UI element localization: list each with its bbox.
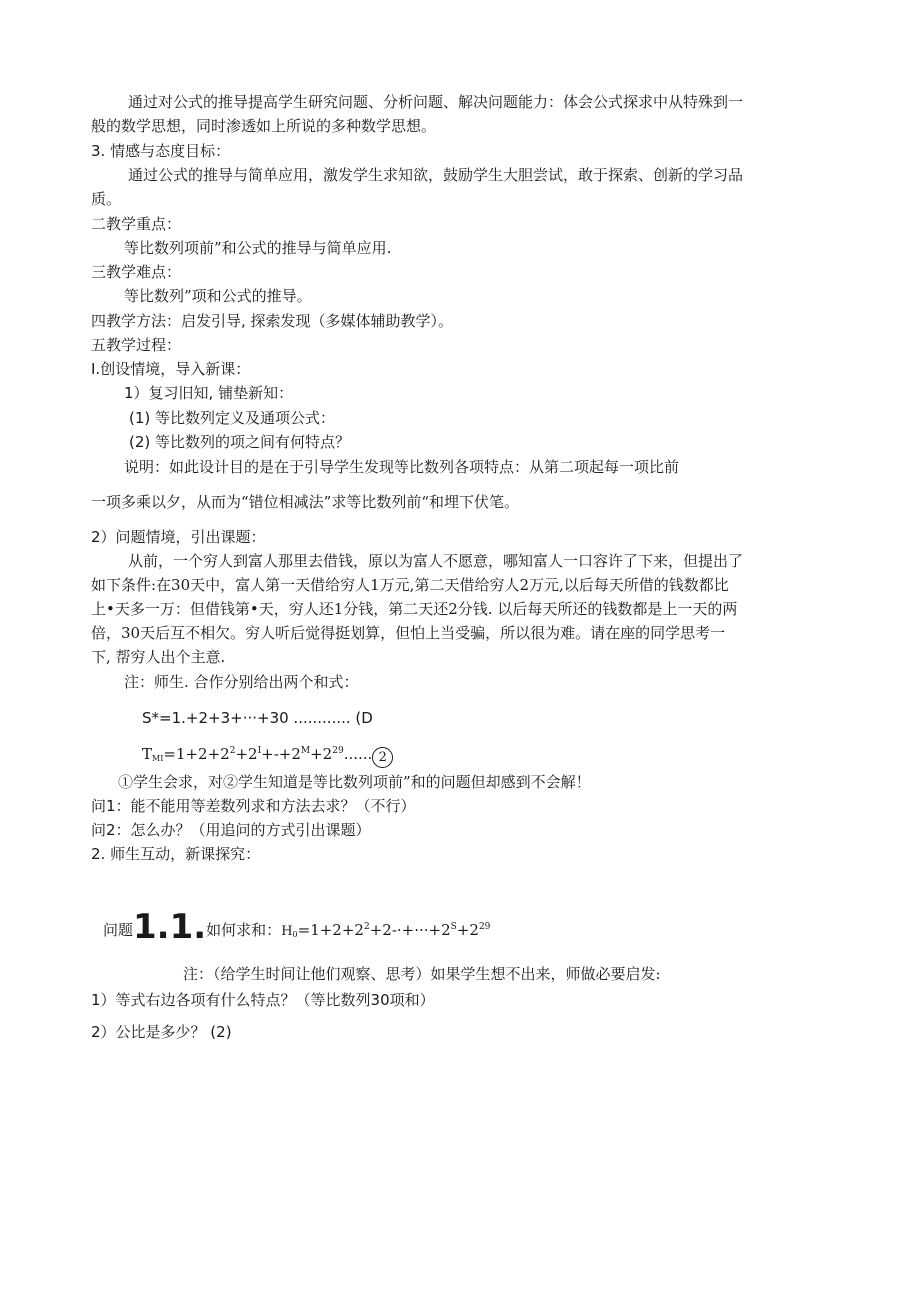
text-line: 1）复习旧知, 铺垫新知： <box>124 384 294 402</box>
problem-number: 1.1. <box>133 907 207 947</box>
text-line: (2) 等比数列的项之间有何特点？ <box>129 433 351 451</box>
section-heading: 二教学重点： <box>91 215 182 233</box>
text-line: 倍，30天后互不相欠。穷人听后觉得挺划算，但怕上当受骗，所以很为难。请在座的同学思考一 <box>91 624 726 642</box>
text-line: ①学生会求，对②学生知道是等比数列项前”和的问题但却感到不会解！ <box>118 773 591 791</box>
section-heading: 2. 师生互动，新课探究： <box>91 845 261 863</box>
text-line: 2）问题情境，引出课题： <box>91 528 266 546</box>
section-heading: 五教学过程： <box>91 336 182 354</box>
text-line: 如下条件:在30天中，富人第一天借给穷人1万元,第二天借给穷人2万元,以后每天所借的钱数都比 <box>91 576 729 594</box>
text-line: 一项多乘以夕，从而为“错位相减法”求等比数列前“和埋下伏笔。 <box>91 493 520 511</box>
text-line: 下, 帮穷人出个主意. <box>91 648 226 666</box>
text-line: 般的数学思想，同时渗透如上所说的多种数学思想。 <box>91 117 437 135</box>
text-line: 问2：怎么办？（用追问的方式引出课题） <box>91 821 371 839</box>
text-line: 1）等式右边各项有什么特点？（等比数列30项和） <box>91 991 435 1009</box>
formula-s: S*=1.+2+3+···+30 ............ (D <box>142 709 373 727</box>
text-line: 注：（给学生时间让他们观察、思考）如果学生想不出来，师做必要启发: <box>183 965 661 983</box>
text-line: 等比数列项前”和公式的推导与简单应用. <box>124 239 392 257</box>
section-heading: I.创设情境，导入新课： <box>91 360 251 378</box>
section-heading: 3. 情感与态度目标： <box>91 142 231 160</box>
text-line: 注：师生. 合作分别给出两个和式： <box>124 673 359 691</box>
formula-t: $T_{MI}=1+2+2^2+2^I+-+2^M+2^{29}$...... 2 <box>142 743 393 768</box>
text-line: 从前，一个穷人到富人那里去借钱，原以为富人不愿意，哪知富人一口容许了下来，但提出了 <box>128 552 744 570</box>
circled-number: 2 <box>372 747 393 768</box>
text-line: 通过公式的推导与简单应用，激发学生求知欲，鼓励学生大胆尝试，敢于探索、创新的学习品 <box>128 166 744 184</box>
text-line: 2）公比是多少？ (2) <box>91 1023 232 1041</box>
text-line: 问1：能不能用等差数列求和方法去求？（不行） <box>91 797 416 815</box>
text-line: 质。 <box>91 190 122 208</box>
text-line: 通过对公式的推导提高学生研究问题、分析问题、解决问题能力：体会公式探求中从特殊到一 <box>128 93 744 111</box>
text-line: 说明：如此设计目的是在于引导学生发现等比数列各项特点：从第二项起每一项比前 <box>124 458 680 476</box>
section-heading: 四教学方法：启发引导, 探索发现（多媒体辅助教学）。 <box>91 312 454 330</box>
section-heading: 三教学难点： <box>91 263 182 281</box>
text-line: 上•天多一万：但借钱第•天，穷人还1分钱，第二天还2分钱. 以后每天所还的钱数都是上一天的两 <box>91 600 738 618</box>
text-line: (1) 等比数列定义及通项公式： <box>129 409 336 427</box>
problem-line: 问题1.1.如何求和：$H_0=1+2+2^2+2-\cdot+\cdot\cdot\cdot+2^S+2^{29}$ <box>103 907 491 947</box>
text-line: 等比数列”项和公式的推导。 <box>124 287 312 305</box>
